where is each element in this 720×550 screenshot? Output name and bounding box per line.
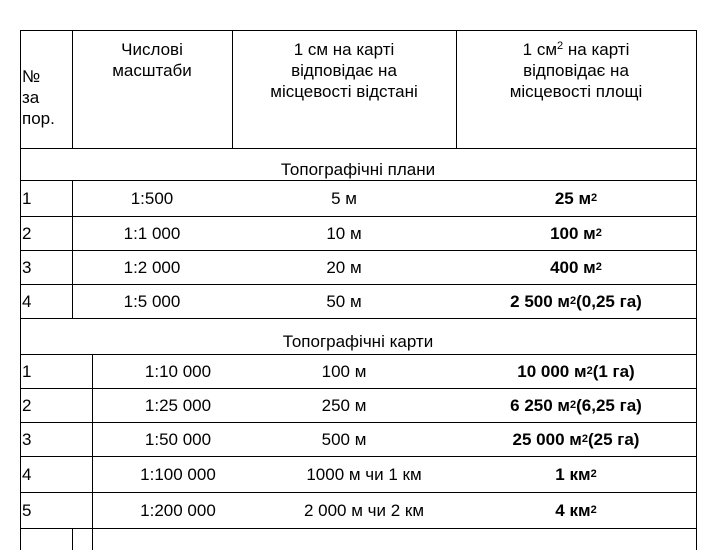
row-scale: 1:1 000 bbox=[123, 223, 181, 243]
row-number: 4 bbox=[22, 464, 32, 484]
row-area: 100 м 2 bbox=[550, 223, 602, 243]
row-number: 1 bbox=[22, 188, 32, 208]
section-title: Топографічні карти bbox=[282, 332, 434, 351]
row-scale: 1:2 000 bbox=[123, 257, 181, 277]
row-area: 6 250 м 2 (6,25 га) bbox=[510, 395, 642, 415]
row-scale: 1:5 000 bbox=[123, 291, 181, 311]
row-area: 25 м 2 bbox=[554, 188, 598, 208]
row-number: 2 bbox=[22, 395, 32, 415]
row-distance: 20 м bbox=[326, 257, 362, 277]
header-scale: Числові масштаби bbox=[112, 40, 192, 80]
header-distance: 1 см на карті відповідає на місцевості відстані bbox=[270, 39, 418, 101]
scale-table bbox=[20, 30, 696, 550]
row-distance: 50 м bbox=[326, 291, 362, 311]
row-distance: 1000 м чи 1 км bbox=[306, 464, 422, 484]
row-distance: 500 м bbox=[321, 429, 367, 449]
row-scale: 1:200 000 bbox=[140, 500, 216, 520]
row-scale: 1:100 000 bbox=[140, 464, 216, 484]
row-area: 4 км 2 bbox=[555, 500, 597, 520]
row-distance: 100 м bbox=[321, 361, 367, 381]
row-scale: 1:500 bbox=[130, 188, 174, 208]
row-scale: 1:10 000 bbox=[144, 361, 212, 381]
row-distance: 10 м bbox=[326, 223, 362, 243]
row-number: 3 bbox=[22, 429, 32, 449]
row-number: 3 bbox=[22, 257, 32, 277]
row-scale: 1:50 000 bbox=[144, 429, 212, 449]
row-distance: 2 000 м чи 2 км bbox=[303, 500, 425, 520]
row-number: 5 bbox=[22, 500, 32, 520]
row-distance: 250 м bbox=[321, 395, 367, 415]
row-area: 1 км 2 bbox=[555, 464, 597, 484]
row-area: 2 500 м 2 (0,25 га) bbox=[510, 291, 642, 311]
row-number: 2 bbox=[22, 223, 32, 243]
section-title: Топографічні плани bbox=[280, 160, 436, 179]
row-distance: 5 м bbox=[331, 188, 357, 208]
row-scale: 1:25 000 bbox=[144, 395, 212, 415]
row-number: 4 bbox=[22, 291, 32, 311]
row-area: 25 000 м 2 (25 га) bbox=[512, 429, 640, 449]
row-number: 1 bbox=[22, 361, 32, 381]
row-area: 400 м 2 bbox=[550, 257, 602, 277]
header-area: 1 $см^2$ на карті відповідає на місцевості площі bbox=[509, 39, 643, 101]
header-no: № за пор. bbox=[22, 66, 55, 128]
row-area: 10 000 м 2 (1 га) bbox=[517, 361, 635, 381]
